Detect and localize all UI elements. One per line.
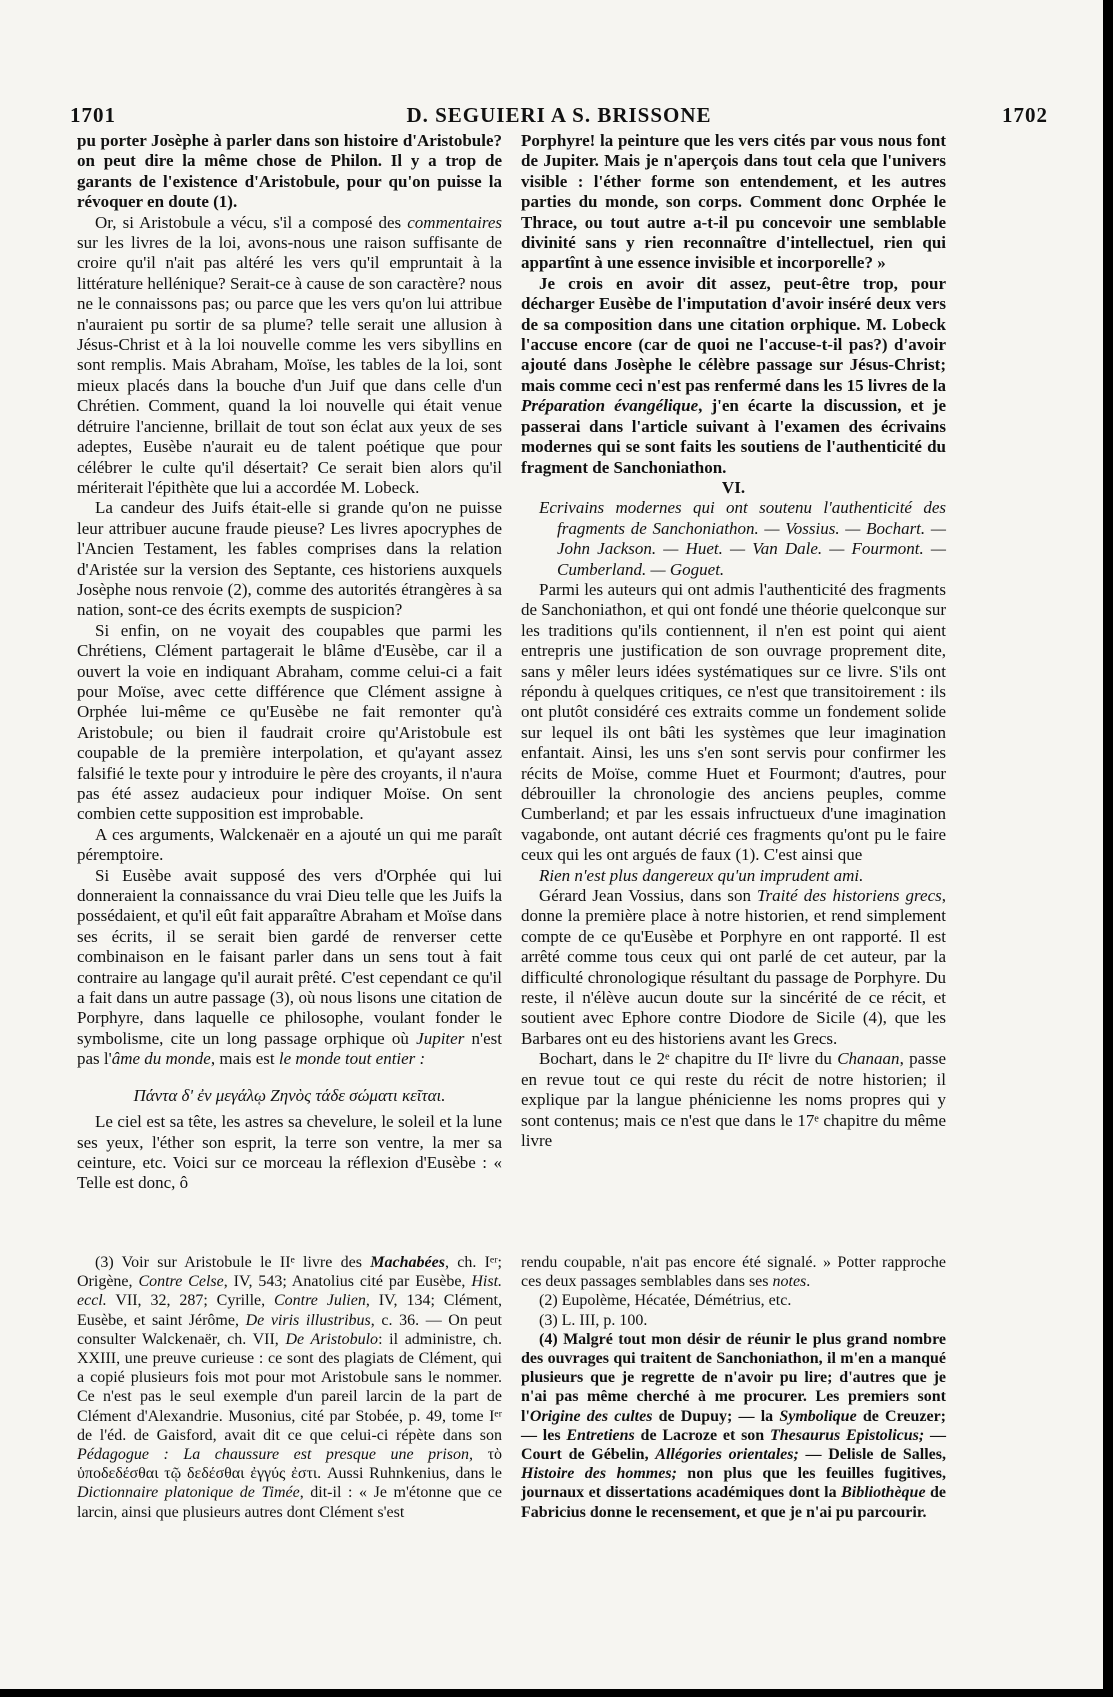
paragraph: Or, si Aristobule a vécu, s'il a composé des commentaires sur les livres de la loi, avons-nous une raison suffisante de croire qu'il n'ait pas altéré les vers qu'il empruntait à la littérature hellénique? Serait-ce à cause de son caractère? nous ne le connaissons pas; ou parce que les vers qu'on lui attribue n'auraient pu sortir de sa plume? telle serait une allusion à Jésus-Christ et à la loi nouvelle comme les vers sibyllins en sont remplis. Mais Abraham, Moïse, les tables de la loi, sont mieux placés dans la bouche d'un Juif que dans celle d'un Chrétien. Comment, quand la loi nouvelle qui était venue détruire l'ancienne, brillait de tout son éclat aux yeux de ses adeptes, Eusèbe n'aurait eu de talent poétique que pour célébrer le culte qu'il désertait? Ce serait bien alors qu'il mériterait l'épithète que lui a accordée M. Lobeck. — [77, 212, 502, 497]
footnote-continuation: rendu coupable, n'ait pas encore été signalé. » Potter rapproche ces deux passages semblables dans ses notes. — [521, 1254, 946, 1291]
paragraph: Parmi les auteurs qui ont admis l'authenticité des fragments de Sanchoniathon, et qui ont fondé une théorie quelconque sur les traditions qu'ils contiennent, il n'en est point qui aient entrepris une justification de son ouvrage proprement dite, sans y mêler leurs idées systématiques sur ce livre. S'ils ont répondu à quelques critiques, ce n'est que transitoirement : ils ont plutôt considéré ces extraits comme un fondement solide sur lequel ils ont bâti les systèmes que leur imagination enfantait. Ainsi, les uns s'en sont servis pour confirmer les récits de Moïse, comme Huet et Fourmont; d'autres, pour débrouiller la chronologie des anciens peuples, comme Cumberland; et par les essais infructueux d'une imagination vagabonde, ont autant décrié ces fragments qu'ont pu le faire ceux qui les ont argués de faux (1). C'est ainsi que — [521, 579, 946, 865]
paragraph: A ces arguments, Walckenaër en a ajouté un qui me paraît péremptoire. — [77, 824, 502, 865]
left-column — [77, 131, 502, 1194]
running-header — [70, 103, 1048, 129]
footnote: (2) Eupolème, Hécatée, Démétrius, etc. — [539, 1292, 792, 1310]
scan-border-bottom — [0, 1689, 1113, 1697]
footnote: (4) Malgré tout mon désir de réunir le plus grand nombre des ouvrages qui traitent de Sanchoniathon, il m'en a manqué plusieurs que je regrette de n'avoir pu lire; d'autres que je n'ai pas même cherché à me procurer. Les premiers sont l'Origine des cultes de Dupuy; — la Symbolique de Creuzer; — les Entretiens de Lacroze et son Thesaurus Epistolicus; — Court de Gébelin, Allégories orientales; — Delisle de Salles, Histoire des hommes; non plus que les feuilles fugitives, journaux et dissertations académiques dont la Bibliothèque de Fabricius donne le recensement, et que je n'ai pu parcourir. — [521, 1330, 947, 1521]
paragraph: Je crois en avoir dit assez, peut-être trop, pour décharger Eusèbe de l'imputation d'avoir inséré deux vers de sa composition dans une citation orphique. M. Lobeck l'accuse encore (car de quoi ne l'accuse-t-il pas?) d'avoir ajouté dans Josèphe le célèbre passage sur Jésus-Christ; mais comme ceci n'est pas renfermé dans les 15 livres de la Préparation évangélique, j'en écarte la discussion, et je passerai dans l'article suivant à l'examen des écrivains modernes qui se sont faits les soutiens de l'authenticité du fragment de Sanchoniathon. — [521, 273, 946, 477]
scan-border-right — [1103, 0, 1113, 1697]
running-title: D. SEGUIERI A S. BRISSONE — [406, 103, 712, 127]
paragraph: Si Eusèbe avait supposé des vers d'Orphée qui lui donneraient la connaissance du vrai Dieu telle que les Juifs la possédaient, et qu'il eût fait apparaître Abraham et Moïse dans ses écrits, il se serait bien gardé de renverser cette combinaison en le faisant parler dans un sens tout à fait contraire au langage qu'il aurait prêté. C'est cependant ce qu'il a fait dans un autre passage (3), où nous lisons une citation de Porphyre, dans laquelle ce philosophe, voulant fonder le symbolisme, cite un long passage orphique où Jupiter n'est pas l'âme du monde, mais est le monde tout entier : — [77, 865, 502, 1069]
section-title: Ecrivains modernes qui ont soutenu l'authenticité des fragments de Sanchoniathon. — Vossius. — Bochart. — John Jackson. — Huet. — Van Dale. — Fourmont. — Cumberland. — Goguet. — [539, 498, 946, 579]
paragraph: Gérard Jean Vossius, dans son Traité des historiens grecs, donne la première place à notre historien, et rend simplement compte de ce qu'Eusèbe et Porphyre en ont rapporté. Il est arrêté comme tous ceux qui ont parlé de cet auteur, par la difficulté chronologique résultant du passage de Porphyre. Du reste, il n'élève aucun doute sur la sincérité de ce récit, et soutient avec Ephore contre Diodore de Sicile (4), que les Barbares ont eu des historiens avant les Grecs. — [521, 886, 946, 1048]
footnote: (3) Voir sur Aristobule le IIᵉ livre des Machabées, ch. Iᵉʳ; Origène, Contre Celse, IV, 543; Anatolius cité par Eusèbe, Hist. eccl. VII, 32, 287; Cyrille, Contre Julien, IV, 134; Clément, Eusèbe, et saint Jérôme, De viris illustribus, c. 36. — On peut consulter Walckenaër, ch. VII, De Aristobulo: il administre, ch. XXIII, une preuve curieuse : ce sont des plagiats de Clément, qui a copié plusieurs fois mot pour mot Aristobule sans le nommer. Ce n'est pas le seul exemple d'un pareil larcin de la part de Clément d'Alexandrie. Musonius, cité par Stobée, p. 49, tome Iᵉʳ de l'éd. de Gaisford, avait dit ce que celui-ci répète dans son Pédagogue : La chaussure est presque une prison, τὸ ὑποδεδέσθαι τῷ δεδέσθαι ἐγγύς ἐστι. Aussi Ruhnkenius, dans le Dictionnaire platonique de Timée, dit-il : « Je m'étonne que ce larcin, ainsi que plusieurs autres dont Clément s'est — [77, 1254, 503, 1521]
quotation: Rien n'est plus dangereux qu'un imprudent ami. — [539, 865, 864, 885]
paragraph: pu porter Josèphe à parler dans son histoire d'Aristobule? on peut dire la même chose de Philon. Il y a trop de garants de l'existence d'Aristobule, pour qu'on puisse la révoquer en doute (1). — [77, 131, 502, 212]
paragraph: Si enfin, on ne voyait des coupables que parmi les Chrétiens, Clément partagerait le blâme d'Eusèbe, car il a ouvert la voie en indiquant Abraham, comme celui-ci a fait pour Moïse, avec cette différence que Clément assigne à Orphée lui-même ce qu'Eusèbe ne fait remonter qu'à Aristobule; ou bien il faudrait croire qu'Aristobule est coupable de la première interpolation, et qu'ayant assez falsifié le texte pour y introduire le père des croyants, il n'aura pas été assez audacieux pour indiquer Moïse. On sent combien cette supposition est improbable. — [77, 620, 502, 824]
footnote: (3) L. III, p. 100. — [539, 1311, 648, 1329]
section-number: VI. — [721, 477, 746, 497]
paragraph: La candeur des Juifs était-elle si grande qu'on ne puisse leur attribuer aucune fraude pieuse? Les livres apocryphes de l'Ancien Testament, les fables comprises dans la relation d'Aristée sur la version des Septante, ces historiens auxquels Josèphe nous renvoie (2), comme des autorités étrangères à sa nation, sont-ce des écrits exempts de suspicion? — [77, 498, 502, 620]
paragraph: Le ciel est sa tête, les astres sa chevelure, le soleil et la lune ses yeux, l'éther son esprit, la terre son ventre, la mer sa ceinture, etc. Voici sur ce morceau la réflexion d'Eusèbe : « Telle est donc, ô — [77, 1112, 502, 1193]
paragraph: Porphyre! la peinture que les vers cités par vous nous font de Jupiter. Mais je n'aperçois dans tout cela que l'univers visible : l'éther forme son entendement, et les autres parties du monde, son corps. Comment donc Orphée le Thrace, ou tout autre a-t-il pu concevoir une semblable divinité sans y rien reconnaître d'intellectuel, rien qui appartînt à une essence invisible et incorporelle? » — [521, 131, 946, 273]
right-page-number: 1702 — [1002, 103, 1048, 127]
right-footnotes — [521, 1253, 946, 1522]
right-column — [521, 131, 946, 1151]
left-footnotes — [77, 1253, 502, 1522]
paragraph: Bochart, dans le 2ᵉ chapitre du IIᵉ livre du Chanaan, passe en revue tout ce qui reste du récit de notre historien; il explique par la langue phénicienne les noms propres qui y sont contenus; mais ce n'est que dans le 17ᵉ chapitre du même livre — [521, 1049, 946, 1150]
left-page-number: 1701 — [70, 103, 116, 127]
greek-verse: Πάντα δ' ἐν μεγάλῳ Ζηνὸς τάδε σώματι κεῖται. — [133, 1085, 446, 1105]
